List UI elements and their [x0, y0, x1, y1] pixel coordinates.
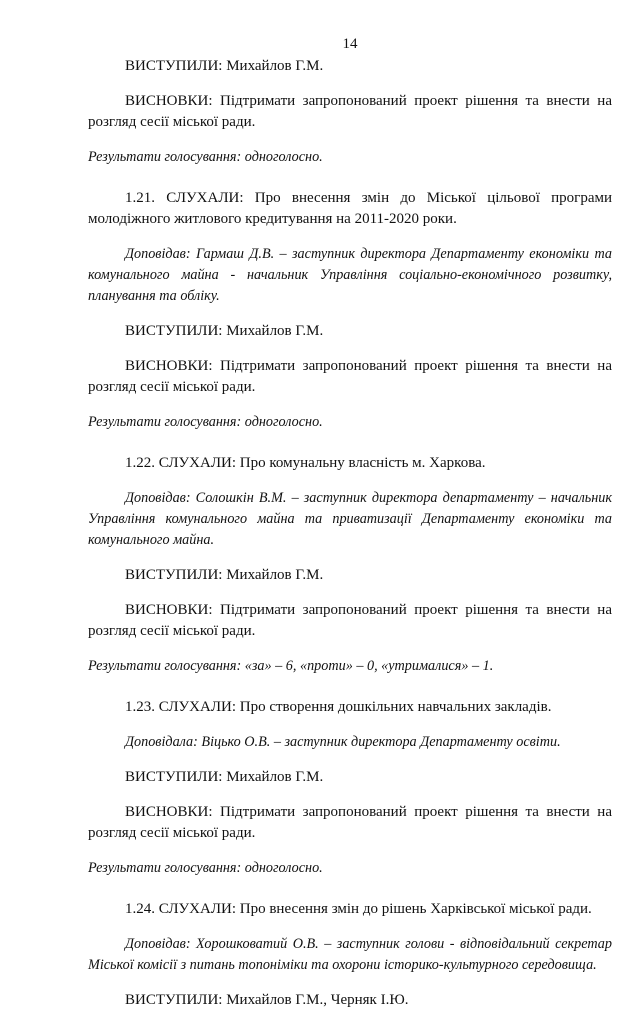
vote-result: Результати голосування: одноголосно.	[88, 149, 323, 165]
conclusion-paragraph: ВИСНОВКИ: Підтримати запропонований проект рішення та внести на розгляд сесії міської ради.	[88, 93, 612, 130]
heard-item: 1.23. СЛУХАЛИ: Про створення дошкільних навчальних закладів.	[125, 699, 552, 715]
document-page	[88, 34, 612, 1011]
spoke-paragraph: ВИСТУПИЛИ: Михайлов Г.М., Черняк І.Ю.	[125, 992, 409, 1008]
page-number: 14	[342, 36, 358, 52]
vote-result: Результати голосування: одноголосно.	[88, 414, 323, 430]
heard-item: 1.21. СЛУХАЛИ: Про внесення змін до Міської цільової програми молодіжного житлового кредитування на 2011-2020 роки.	[88, 190, 612, 227]
conclusion-paragraph: ВИСНОВКИ: Підтримати запропонований проект рішення та внести на розгляд сесії міської ради.	[88, 358, 612, 395]
spoke-paragraph: ВИСТУПИЛИ: Михайлов Г.М.	[125, 567, 324, 583]
heard-item: 1.22. СЛУХАЛИ: Про комунальну власність м. Харкова.	[125, 455, 486, 471]
vote-result: Результати голосування: одноголосно.	[88, 860, 323, 876]
vote-result: Результати голосування: «за» – 6, «проти» – 0, «утрималися» – 1.	[88, 658, 494, 674]
speaker-paragraph: Доповідав: Гармаш Д.В. – заступник директора Департаменту економіки та комунального майна - начальник Управління соціально-економічного розвитку, планування та обліку.	[88, 246, 612, 304]
speaker-paragraph: Доповідав: Солошкін В.М. – заступник директора департаменту – начальник Управління комунального майна та приватизації Департаменту економіки та комунального майна.	[88, 490, 612, 548]
spoke-paragraph: ВИСТУПИЛИ: Михайлов Г.М.	[125, 769, 324, 785]
speaker-paragraph: Доповідала: Віцько О.В. – заступник директора Департаменту освіти.	[125, 734, 561, 750]
spoke-paragraph: ВИСТУПИЛИ: Михайлов Г.М.	[125, 58, 324, 74]
speaker-paragraph: Доповідав: Хорошковатий О.В. – заступник голови - відповідальний секретар Міської комісії з питань топоніміки та охорони історико-культурного середовища.	[88, 936, 612, 973]
spoke-paragraph: ВИСТУПИЛИ: Михайлов Г.М.	[125, 323, 324, 339]
heard-item: 1.24. СЛУХАЛИ: Про внесення змін до рішень Харківської міської ради.	[125, 901, 592, 917]
conclusion-paragraph: ВИСНОВКИ: Підтримати запропонований проект рішення та внести на розгляд сесії міської ради.	[88, 804, 612, 841]
conclusion-paragraph: ВИСНОВКИ: Підтримати запропонований проект рішення та внести на розгляд сесії міської ради.	[88, 602, 612, 639]
